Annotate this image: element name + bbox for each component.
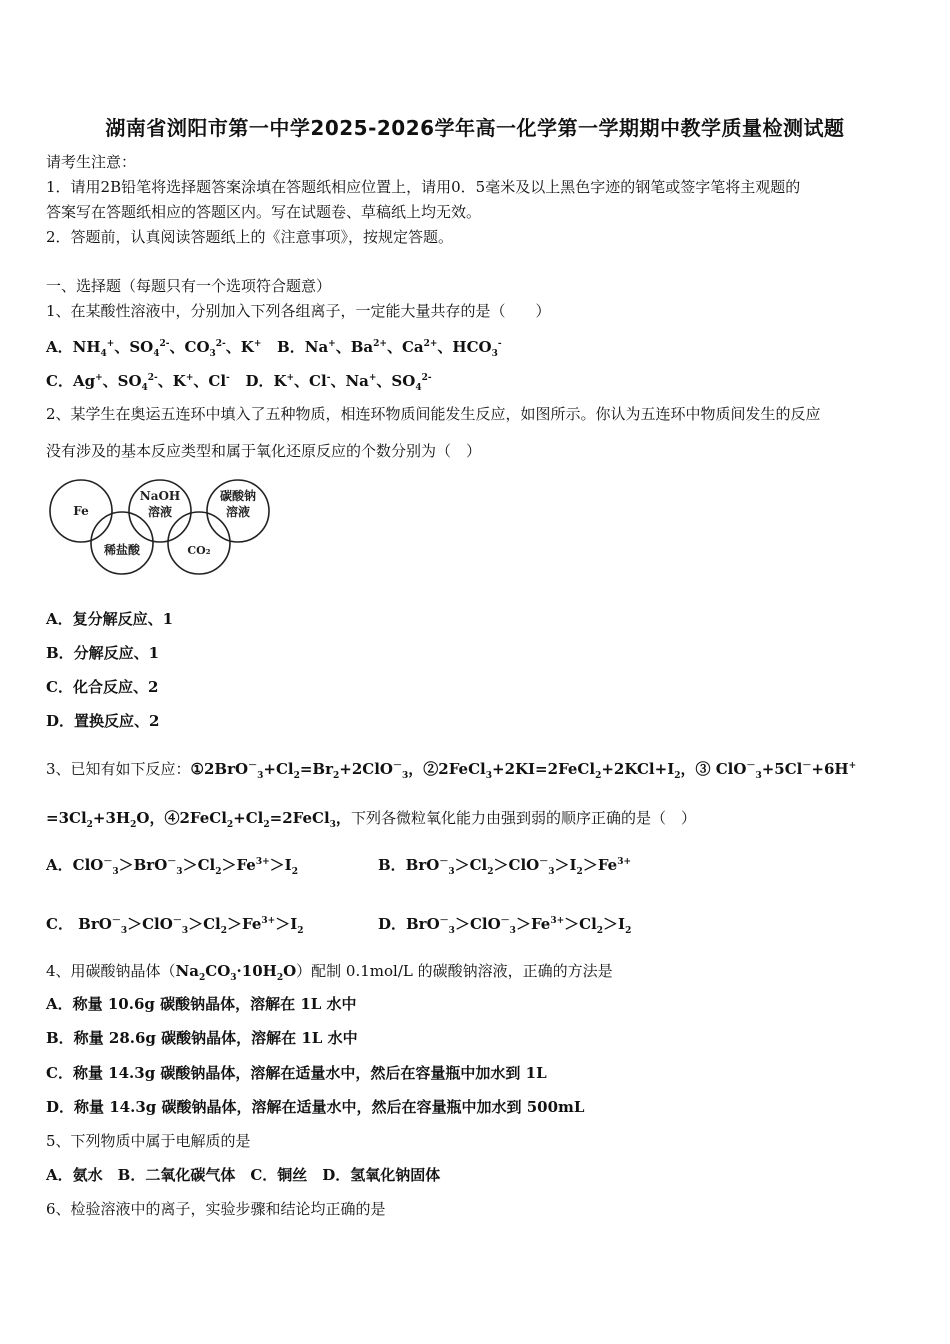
- q4-stem: 4、用碳酸钠晶体$(Na_2CO_3\cdot 10H_2O)$配制 0.1mol/L 的碳酸钠溶液，正确的方法是: [46, 962, 613, 983]
- q6-stem: 6、检验溶液中的离子，实验步骤和结论均正确的是: [46, 1200, 386, 1218]
- q3-stem-tail: 下列各微粒氧化能力由强到弱的顺序正确的是（ ）: [350, 809, 696, 827]
- ring-label-na2co3: 碳酸钠: [219, 489, 257, 503]
- q3-stem-line-2: $=3Cl_2+3H_2O$，$④2FeCl_2+Cl_2=2FeCl_3$，下列各微粒氧化能力由强到弱的顺序正确的是（ ）: [46, 809, 696, 830]
- q2-option-c: C．化合反应、2: [46, 678, 159, 696]
- q3-stem-line-1: 3、已知有如下反应：$①2BrO^-_3+Cl_2=Br_2+2ClO^-_3$，$②2FeCl_3+2KI=2FeCl_2+2KCl+I_2$，③ ClO－$_3$+5Cl－+6H+: [46, 760, 857, 781]
- q3-stem-prefix: 3、已知有如下反应：: [46, 760, 191, 778]
- q1-options-ab: A．$NH_4^+$、$SO_4^{2-}$、$CO_3^{2-}$、K+ B．Na+、$Ba^{2+}$、$Ca^{2+}$、$HCO_3^-$: [46, 338, 502, 359]
- q5-stem: 5、下列物质中属于电解质的是: [46, 1132, 251, 1150]
- ring-label-hcl: 稀盐酸: [103, 543, 141, 557]
- q5-options: A．氨水 B．二氧化碳气体 C．铜丝 D．氢氧化钠固体: [46, 1166, 441, 1184]
- section-heading: 一、选择题（每题只有一个选项符合题意）: [46, 277, 332, 295]
- q2-option-d: D．置换反应、2: [46, 712, 160, 730]
- q3-option-d: D．$BrO^-_3>ClO^-_3>Fe^{3+}>Cl_2>I_2$: [378, 915, 632, 936]
- q4-option-c: C．称量 14.3g 碳酸钠晶体，溶解在适量水中，然后在容量瓶中加水到 1L: [46, 1064, 547, 1082]
- ring-label-naoh-solution: 溶液: [147, 505, 173, 519]
- q3-option-b: B．$BrO^-_3>Cl_2>ClO^-_3>I_2>Fe^{3+}$: [378, 856, 631, 877]
- q4-stem-tail: ）配制 0.1mol/L 的碳酸钠溶液，正确的方法是: [296, 962, 613, 980]
- ring-co2: [168, 512, 230, 574]
- q4-stem-prefix: 4、用碳酸钠晶体（: [46, 962, 176, 980]
- q4-option-b: B．称量 28.6g 碳酸钠晶体，溶解在 1L 水中: [46, 1029, 358, 1047]
- q2-stem-line-2: 没有涉及的基本反应类型和属于氧化还原反应的个数分别为（ ）: [46, 442, 482, 460]
- ring-label-fe: Fe: [73, 504, 89, 518]
- q1-stem: 1、在某酸性溶液中，分别加入下列各组离子，一定能大量共存的是（ ）: [46, 302, 551, 320]
- q2-stem-line-1: 2、某学生在奥运五连环中填入了五种物质，相连环物质间能发生反应，如图所示。你认为五连环中物质间发生的反应: [46, 405, 821, 423]
- q4-option-d: D．称量 14.3g 碳酸钠晶体，溶解在适量水中，然后在容量瓶中加水到 500mL: [46, 1098, 585, 1116]
- q3-option-a: A．$ClO^-_3>BrO^-_3>Cl_2>Fe^{3+}>I_2$: [46, 856, 298, 877]
- q1-options-cd: C．Ag+、$SO_4^{2-}$、K+、Cl- D．K+、Cl-、Na+、$SO_4^{2-}$: [46, 372, 432, 393]
- page-title: 湖南省浏阳市第一中学2025-2026学年高一化学第一学期期中教学质量检测试题: [105, 116, 845, 140]
- notice-line-2: 答案写在答题纸相应的答题区内。写在试题卷、草稿纸上均无效。: [46, 203, 482, 221]
- q2-option-a: A．复分解反应、1: [46, 610, 174, 628]
- notice-line-3: 2．答题前，认真阅读答题纸上的《注意事项》，按规定答题。: [46, 228, 454, 246]
- ring-label-naoh: NaOH: [139, 489, 181, 503]
- ring-label-co2: CO₂: [187, 544, 211, 557]
- olympic-rings-diagram: [44, 476, 276, 580]
- q2-option-b: B．分解反应、1: [46, 644, 160, 662]
- q4-option-a: A．称量 10.6g 碳酸钠晶体，溶解在 1L 水中: [46, 995, 357, 1013]
- q3-option-c: C． $BrO^-_3>ClO^-_3>Cl_2>Fe^{3+}>I_2$: [46, 915, 304, 936]
- ring-label-na2co3-solution: 溶液: [225, 505, 251, 519]
- notice-line-1: 1．请用2B铅笔将选择题答案涂填在答题纸相应位置上，请用0．5毫米及以上黑色字迹的钢笔或签字笔将主观题的: [46, 178, 801, 196]
- notice-heading: 请考生注意：: [46, 153, 137, 171]
